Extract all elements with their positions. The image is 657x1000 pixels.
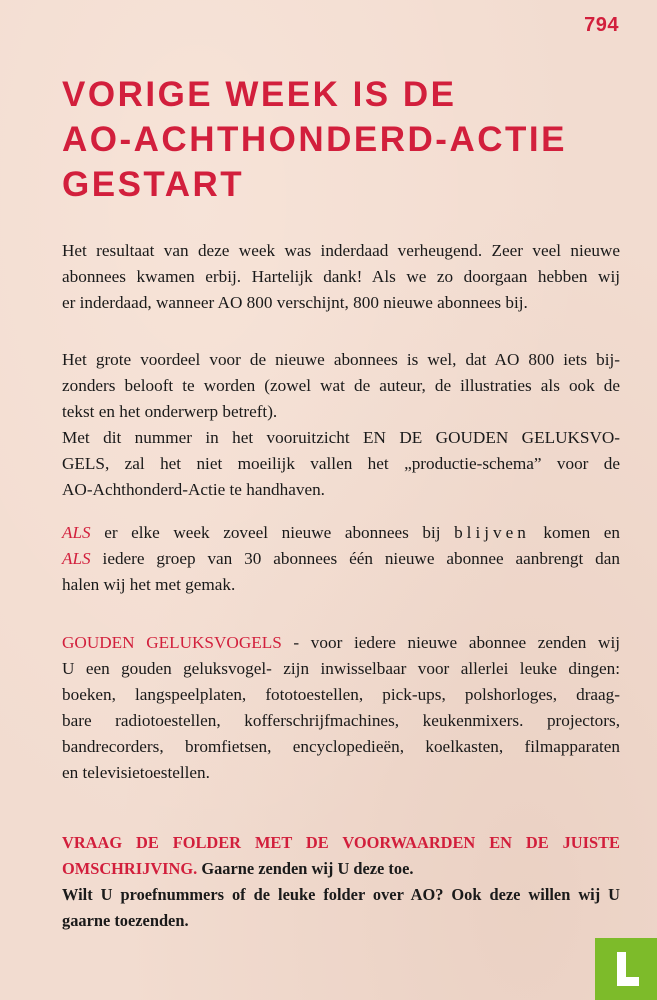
als-emphasis: ALS	[62, 523, 91, 542]
text-line: Met dit nummer in het vooruitzicht EN DE GOUDEN GELUKSVO-	[62, 428, 620, 447]
text-line: Wilt U proefnummers of de leuke folder over AO? Ook deze willen wij U	[62, 885, 620, 904]
text-line: gaarne toezenden.	[62, 911, 189, 930]
text-line	[62, 520, 620, 546]
text-line: GELS, zal het niet moeilijk vallen het „productie-schema” voor de	[62, 454, 620, 473]
text-line: en televisietoestellen.	[62, 763, 210, 782]
text-fragment: - voor iedere nieuwe abonnee zenden wij	[281, 633, 620, 652]
logo-mark	[617, 977, 639, 986]
text-fragment: komen en	[529, 523, 620, 542]
text-line: bandrecorders, bromfietsen, encyclopedieën, koelkasten, filmapparaten	[62, 737, 620, 756]
text-line: tekst en het onderwerp betreft).	[62, 402, 278, 421]
paragraph-geluksvogels	[62, 630, 620, 786]
corner-logo	[595, 938, 657, 1000]
text-line: bare radiotoestellen, kofferschrijfmachines, keukenmixers. projectors,	[62, 711, 620, 730]
text-fragment: iedere groep van 30 abonnees één nieuwe abonnee aanbrengt dan	[90, 549, 620, 568]
text-line: zonders belooft te worden (zowel wat de auteur, de illustraties als ook de	[62, 376, 620, 395]
headline-line-1: VORIGE WEEK IS DE	[62, 75, 457, 114]
text-line: Het grote voordeel voor de nieuwe abonnees is wel, dat AO 800 iets bij-	[62, 350, 620, 369]
page-number: 794	[584, 14, 619, 36]
text-line: AO-Achthonderd-Actie te handhaven.	[62, 480, 325, 499]
folder-emphasis: OMSCHRIJVING.	[62, 859, 198, 878]
text-line	[62, 630, 620, 656]
text-line: Het resultaat van deze week was inderdaad verheugend. Zeer veel nieuwe	[62, 241, 620, 260]
text-line	[62, 856, 620, 882]
paragraph-advantage	[62, 347, 620, 503]
paragraph-results	[62, 238, 620, 316]
text-line: U een gouden geluksvogel- zijn inwisselbaar voor allerlei leuke dingen:	[62, 659, 620, 678]
als-emphasis: ALS	[62, 549, 91, 568]
text-line: boeken, langspeelplaten, fototoestellen, pick-ups, polshorloges, draag-	[62, 685, 620, 704]
text-line: er inderdaad, wanneer AO 800 verschijnt, 800 nieuwe abonnees bij.	[62, 293, 528, 312]
geluksvogels-emphasis: GOUDEN GELUKSVOGELS	[62, 633, 282, 652]
headline-line-2: AO-ACHTHONDERD-ACTIE	[62, 120, 567, 159]
text-fragment: er elke week zoveel nieuwe abonnees bij	[90, 523, 455, 542]
headline	[62, 72, 622, 207]
paragraph-folder	[62, 830, 620, 934]
text-line: abonnees kwamen erbij. Hartelijk dank! Als we zo doorgaan hebben wij	[62, 267, 620, 286]
text-line: halen wij het met gemak.	[62, 575, 236, 594]
text-line: VRAAG DE FOLDER MET DE VOORWAARDEN EN DE JUISTE	[62, 833, 620, 852]
spaced-emphasis: blijven	[454, 523, 530, 542]
headline-line-3: GESTART	[62, 165, 245, 204]
text-fragment: Gaarne zenden wij U deze toe.	[197, 859, 414, 878]
paragraph-als	[62, 520, 620, 598]
text-line	[62, 546, 620, 572]
